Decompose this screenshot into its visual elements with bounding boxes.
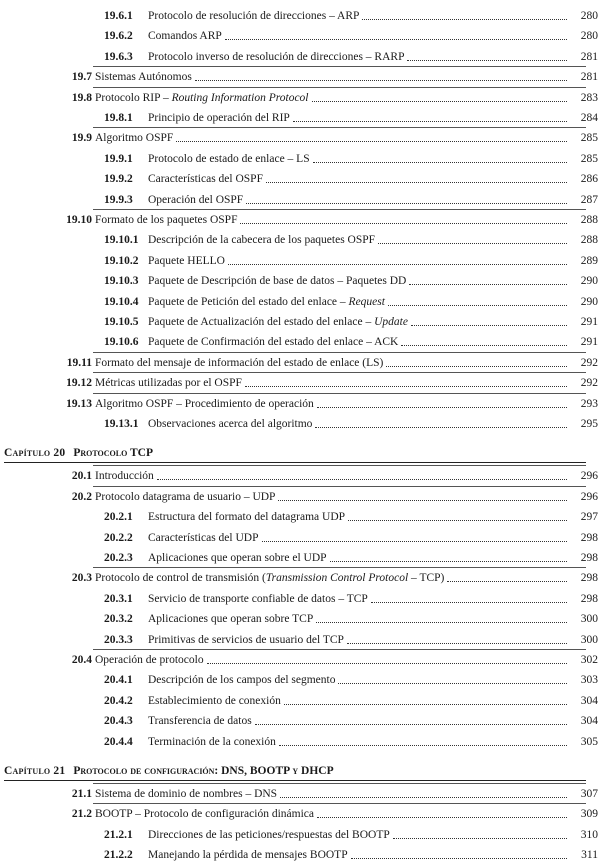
page-number: 292 (580, 377, 598, 390)
section-number: 19.9.3 (104, 193, 133, 206)
section-rule (93, 486, 586, 487)
entry-line (148, 169, 570, 189)
section-number: 20.3.1 (104, 592, 133, 605)
toc-entry[interactable] (0, 630, 600, 650)
page-number: 309 (580, 808, 598, 821)
section-title: Protocolo de resolución de direcciones – ARP (148, 10, 360, 22)
section-number: 19.7 (71, 71, 92, 84)
section-title: Paquete de Descripción de base de datos – Paquetes DD (148, 275, 407, 288)
entry-line (148, 589, 570, 609)
page-number: 304 (580, 715, 598, 728)
section-title: Características del OSPF (148, 173, 263, 186)
dot-leader (246, 202, 567, 204)
section-title: Protocolo inverso de resolución de direcciones – RARP (148, 50, 405, 63)
chapter-label: Capítulo 21 (4, 765, 66, 777)
section-number: 19.6.2 (104, 30, 133, 43)
toc-entry[interactable] (0, 47, 600, 67)
entry-line (148, 670, 570, 690)
section-title: Protocolo RIP – Routing Information Protocol (95, 91, 309, 104)
toc-entry[interactable] (0, 528, 600, 548)
section-title: Protocolo datagrama de usuario – UDP (95, 490, 276, 503)
entry-line (95, 67, 570, 87)
section-rule (93, 209, 586, 210)
dot-leader (280, 796, 567, 798)
section-number: 20.2.2 (104, 531, 133, 544)
section-number: 20.2 (71, 490, 92, 503)
page-number: 288 (580, 234, 598, 247)
page-number: 296 (580, 470, 598, 483)
toc-entry[interactable] (0, 6, 600, 26)
section-number: 20.4.3 (104, 715, 133, 728)
entry-line (95, 487, 570, 507)
section-title: Terminación de la conexión (148, 735, 276, 748)
section-title: Principio de operación del RIP (148, 112, 290, 124)
page-number: 305 (580, 735, 598, 748)
page-number: 297 (580, 511, 598, 524)
dot-leader (157, 478, 567, 480)
dot-leader (411, 324, 567, 326)
dot-leader (316, 621, 567, 623)
section-title: Métricas utilizadas por el OSPF (95, 377, 242, 390)
section-number: 19.6.3 (104, 50, 133, 63)
page-number: 289 (580, 254, 598, 267)
toc-entry[interactable] (0, 128, 600, 148)
toc-entry[interactable] (0, 353, 600, 373)
dot-leader (240, 222, 567, 224)
toc-entry[interactable] (0, 108, 600, 128)
toc-entry[interactable] (0, 88, 600, 108)
toc-entry[interactable] (0, 373, 600, 393)
dot-leader (362, 18, 567, 20)
dot-leader (293, 120, 567, 122)
page-number: 290 (580, 275, 598, 288)
page-number: 285 (580, 152, 598, 165)
section-title: Formato de los paquetes OSPF (95, 214, 238, 226)
dot-leader (393, 837, 567, 839)
section-number: 20.1 (71, 470, 92, 483)
section-rule (93, 393, 586, 394)
entry-line (148, 825, 570, 845)
toc-entry[interactable] (0, 487, 600, 507)
page-number: 288 (580, 214, 598, 226)
section-title: Transferencia de datos (148, 715, 252, 728)
page-number: 290 (580, 295, 598, 308)
dot-leader (388, 304, 567, 306)
section-title: Comandos ARP (148, 30, 222, 43)
dot-leader (176, 140, 567, 142)
entry-line (148, 47, 570, 67)
section-title: Estructura del formato del datagrama UDP (148, 511, 346, 524)
dot-leader (312, 100, 567, 102)
dot-leader (378, 242, 567, 244)
chapter-label: Capítulo 20 (4, 447, 66, 460)
page-number: 280 (580, 10, 598, 22)
section-rule (93, 352, 586, 353)
dot-leader (371, 601, 567, 603)
toc-entry[interactable] (0, 825, 600, 845)
page-number: 284 (580, 112, 598, 124)
entry-line (148, 251, 570, 271)
page-number: 286 (580, 173, 598, 186)
section-number: 20.4 (71, 654, 92, 666)
page-number: 300 (580, 633, 598, 646)
page-number: 311 (581, 849, 598, 862)
section-number: 19.10.2 (104, 254, 139, 267)
toc-entry[interactable] (0, 414, 600, 434)
dot-leader (351, 857, 567, 859)
section-rule (93, 127, 586, 128)
entry-line (148, 230, 570, 250)
section-title: BOOTP – Protocolo de configuración dinámica (95, 808, 314, 821)
entry-line (148, 292, 570, 312)
section-rule (93, 649, 586, 650)
section-title-emphasis: Update (374, 316, 408, 328)
section-title: Paquete de Petición del estado del enlace – Request (148, 295, 385, 308)
section-title: Operación de protocolo (95, 654, 204, 666)
entry-line (148, 845, 570, 865)
section-title: Paquete de Confirmación del estado del enlace – ACK (148, 336, 399, 349)
section-number: 19.10 (66, 214, 92, 226)
section-number: 21.2.2 (104, 849, 133, 862)
dot-leader (347, 642, 567, 644)
page-number: 310 (580, 828, 598, 841)
entry-line (95, 210, 570, 230)
section-number: 20.4.1 (104, 674, 133, 687)
page-number: 298 (580, 572, 598, 585)
section-number: 20.2.3 (104, 552, 133, 564)
entry-line (148, 691, 570, 711)
section-title: Establecimiento de conexión (148, 694, 281, 707)
dot-leader (317, 816, 567, 818)
section-number: 20.3.2 (104, 613, 133, 626)
toc-entry[interactable] (0, 26, 600, 46)
toc-entry[interactable] (0, 711, 600, 731)
section-number: 19.10.4 (104, 295, 139, 308)
section-number: 19.8 (71, 91, 92, 104)
section-number: 19.10.6 (104, 336, 139, 349)
section-number: 20.4.2 (104, 694, 133, 707)
entry-line (95, 568, 570, 588)
section-rule (93, 465, 586, 466)
toc-entry[interactable] (0, 804, 600, 824)
dot-leader (245, 385, 567, 387)
chapter-heading (4, 444, 586, 463)
entry-line (148, 149, 570, 169)
section-rule (93, 783, 586, 784)
entry-line (148, 711, 570, 731)
toc-entry[interactable] (0, 210, 600, 230)
toc-entry[interactable] (0, 67, 600, 87)
page-number: 285 (580, 132, 598, 145)
chapter-title: Protocolo de configuración: DNS, BOOTP y DHCP (73, 765, 334, 777)
entry-line (148, 26, 570, 46)
entry-line (95, 650, 570, 670)
entry-line (148, 332, 570, 352)
entry-line (148, 108, 570, 128)
dot-leader (409, 283, 567, 285)
entry-line (148, 548, 570, 568)
page-number: 304 (580, 694, 598, 707)
section-title: Protocolo de control de transmisión (Transmission Control Protocol – TCP) (95, 572, 445, 585)
page-number: 298 (580, 531, 598, 544)
section-title: Sistemas Autónomos (95, 71, 192, 84)
section-number: 19.10.3 (104, 275, 139, 288)
dot-leader (279, 744, 567, 746)
section-rule (93, 372, 586, 373)
dot-leader (313, 161, 567, 163)
section-number: 19.11 (66, 356, 92, 369)
section-number: 20.3 (71, 572, 92, 585)
dot-leader (255, 723, 567, 725)
dot-leader (407, 59, 567, 61)
dot-leader (228, 263, 567, 265)
page-number: 281 (580, 71, 598, 84)
section-title: Servicio de transporte confiable de datos – TCP (148, 592, 368, 605)
page-number: 302 (580, 654, 598, 666)
section-rule (93, 803, 586, 804)
section-title: Manejando la pérdida de mensajes BOOTP (148, 849, 348, 862)
entry-line (95, 784, 570, 804)
page-number: 291 (580, 336, 598, 349)
section-title: Formato del mensaje de información del estado de enlace (LS) (95, 356, 384, 369)
page-number: 296 (580, 490, 598, 503)
dot-leader (330, 560, 567, 562)
section-number: 19.9.2 (104, 173, 133, 186)
section-title: Características del UDP (148, 531, 259, 544)
toc-entry[interactable] (0, 784, 600, 804)
entry-line (95, 466, 570, 486)
section-number: 19.8.1 (104, 112, 133, 124)
toc-entry[interactable] (0, 190, 600, 210)
section-number: 21.1 (71, 788, 92, 800)
dot-leader (262, 540, 568, 542)
toc-entry[interactable] (0, 271, 600, 291)
section-number: 20.3.3 (104, 633, 133, 646)
section-title-emphasis: Transmission Control Protocol (265, 572, 409, 585)
toc-entry[interactable] (0, 394, 600, 414)
dot-leader (266, 181, 567, 183)
toc-entry[interactable] (0, 251, 600, 271)
section-number: 19.13.1 (104, 418, 139, 430)
entry-line (95, 804, 570, 824)
section-title: Observaciones acerca del algoritmo (148, 418, 313, 430)
page-number: 298 (580, 552, 598, 564)
section-title: Descripción de la cabecera de los paquetes OSPF (148, 234, 376, 247)
dot-leader (447, 580, 567, 582)
dot-leader (348, 519, 567, 521)
dot-leader (317, 406, 567, 408)
entry-line (95, 353, 570, 373)
page-number: 295 (580, 418, 598, 430)
section-number: 19.9 (71, 132, 92, 145)
section-title-emphasis: Routing Information Protocol (171, 91, 309, 104)
toc-entry[interactable] (0, 332, 600, 352)
section-number: 19.13 (66, 397, 92, 410)
page-number: 280 (580, 30, 598, 43)
entry-line (148, 271, 570, 291)
section-number: 20.4.4 (104, 735, 133, 748)
toc-entry[interactable] (0, 230, 600, 250)
dot-leader (284, 703, 567, 705)
section-rule (93, 66, 586, 67)
chapter-title: Protocolo TCP (73, 447, 154, 460)
dot-leader (278, 499, 567, 501)
section-title: Paquete HELLO (148, 254, 225, 267)
section-title: Operación del OSPF (148, 193, 244, 206)
page-number: 298 (580, 592, 598, 605)
section-number: 19.9.1 (104, 152, 133, 165)
dot-leader (207, 662, 567, 664)
chapter-heading (4, 762, 586, 781)
entry-line (148, 528, 570, 548)
section-title: Aplicaciones que operan sobre TCP (148, 613, 314, 626)
entry-line (148, 414, 570, 434)
toc-entry[interactable] (0, 650, 600, 670)
toc-entry[interactable] (0, 589, 600, 609)
dot-leader (386, 365, 567, 367)
toc-entry[interactable] (0, 670, 600, 690)
section-number: 21.2 (71, 808, 92, 821)
dot-leader (225, 38, 567, 40)
page-number: 287 (580, 193, 598, 206)
entry-line (148, 190, 570, 210)
section-number: 19.12 (66, 377, 92, 390)
dot-leader (338, 682, 567, 684)
dot-leader (315, 426, 567, 428)
section-title: Direcciones de las peticiones/respuestas del BOOTP (148, 828, 390, 841)
dot-leader (195, 79, 567, 81)
section-number: 21.2.1 (104, 828, 133, 841)
entry-line (148, 507, 570, 527)
dot-leader (401, 344, 567, 346)
toc-entry[interactable] (0, 845, 600, 865)
section-rule (93, 567, 586, 568)
section-title: Aplicaciones que operan sobre el UDP (148, 552, 327, 564)
page-number: 300 (580, 613, 598, 626)
entry-line (95, 128, 570, 148)
page-number: 292 (580, 356, 598, 369)
entry-line (148, 312, 570, 332)
toc-entry[interactable] (0, 507, 600, 527)
section-title: Algoritmo OSPF (95, 132, 174, 145)
toc-entry[interactable] (0, 149, 600, 169)
entry-line (148, 6, 570, 26)
entry-line (95, 394, 570, 414)
toc-entry[interactable] (0, 609, 600, 629)
section-title: Protocolo de estado de enlace – LS (148, 152, 310, 165)
entry-line (95, 373, 570, 393)
entry-line (95, 88, 570, 108)
section-number: 20.2.1 (104, 511, 133, 524)
section-number: 19.10.5 (104, 316, 139, 328)
page-number: 281 (580, 50, 598, 63)
section-title: Introducción (95, 470, 154, 483)
section-title: Sistema de dominio de nombres – DNS (95, 788, 278, 800)
entry-line (148, 732, 570, 752)
section-rule (93, 87, 586, 88)
toc-entry[interactable] (0, 568, 600, 588)
section-title: Descripción de los campos del segmento (148, 674, 336, 687)
entry-line (148, 609, 570, 629)
page-number: 291 (580, 316, 598, 328)
page-number: 303 (580, 674, 598, 687)
page-number: 307 (580, 788, 598, 800)
toc-entry[interactable] (0, 292, 600, 312)
page-number: 283 (580, 91, 598, 104)
toc-entry[interactable] (0, 732, 600, 752)
toc-entry[interactable] (0, 466, 600, 486)
section-title: Primitivas de servicios de usuario del TCP (148, 633, 344, 646)
entry-line (148, 630, 570, 650)
toc-entry[interactable] (0, 691, 600, 711)
toc-entry[interactable] (0, 548, 600, 568)
toc-entry[interactable] (0, 169, 600, 189)
toc-entry[interactable] (0, 312, 600, 332)
section-number: 19.10.1 (104, 234, 139, 247)
section-title: Algoritmo OSPF – Procedimiento de operación (95, 397, 314, 410)
section-title: Paquete de Actualización del estado del enlace – Update (148, 316, 408, 328)
section-title-emphasis: Request (348, 295, 385, 308)
page-number: 293 (580, 397, 598, 410)
section-number: 19.6.1 (104, 10, 133, 22)
